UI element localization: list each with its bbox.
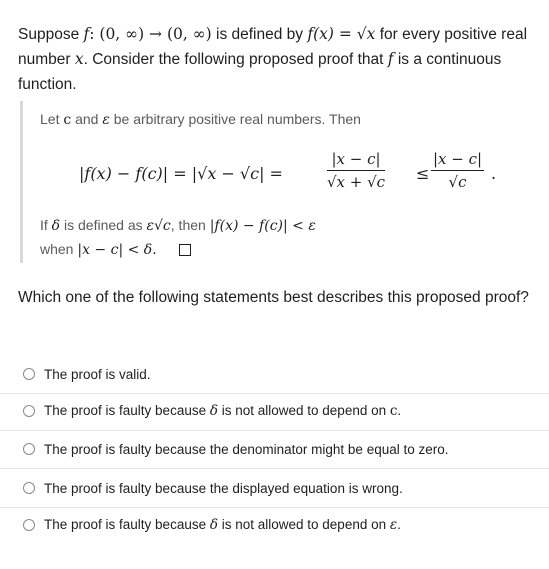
option-delta-depends-on-epsilon[interactable] xyxy=(23,514,401,536)
proof-condition-line: when |x − c| < δ. xyxy=(40,238,191,261)
radio-circle-icon[interactable] xyxy=(23,443,35,455)
option-divider xyxy=(0,507,549,508)
radio-circle-icon[interactable] xyxy=(23,519,35,531)
fraction-1: $\frac{|x - c|}{√x + √c}$ xyxy=(327,150,386,191)
radio-circle-icon[interactable] xyxy=(23,405,35,417)
equation-left-side: |f(x) − f(c)| = |√x − √c| = xyxy=(79,164,283,183)
option-divider xyxy=(0,393,549,394)
displayed-equation xyxy=(59,150,499,202)
option-divider xyxy=(0,468,549,469)
equation-period: . xyxy=(491,164,497,183)
question-text: Which one of the following statements best describes this proposed proof? xyxy=(18,289,529,306)
option-label: The proof is valid. xyxy=(44,366,151,382)
leq-symbol: ≤ xyxy=(416,164,430,183)
option-label: The proof is faulty because the displayed equation is wrong. xyxy=(44,480,403,496)
option-label: The proof is faulty because δ is not allowed to depend on c. xyxy=(44,403,402,419)
option-delta-depends-on-c[interactable] xyxy=(23,400,401,422)
fraction-2: $\frac{|x - c|}{√c}$ xyxy=(433,150,483,191)
problem-statement: Suppose f: (0, ∞) → (0, ∞) is defined by f(x) = √x for every positive real number x. Consider the following proposed proof that f is a continuous function. xyxy=(18,25,528,93)
option-proof-valid[interactable] xyxy=(23,363,151,385)
option-denominator-zero[interactable] xyxy=(23,438,449,460)
qed-box-icon xyxy=(179,244,191,256)
option-divider xyxy=(0,430,549,431)
option-equation-wrong[interactable] xyxy=(23,477,403,499)
proof-opening-line: Let c and ε be arbitrary positive real numbers. Then xyxy=(40,111,361,128)
radio-circle-icon[interactable] xyxy=(23,482,35,494)
radio-circle-icon[interactable] xyxy=(23,368,35,380)
option-label: The proof is faulty because the denominator might be equal to zero. xyxy=(44,441,449,457)
proof-delta-line: If δ is defined as ε√c, then |f(x) − f(c)| < ε xyxy=(40,217,316,234)
option-label: The proof is faulty because δ is not allowed to depend on ε. xyxy=(44,517,401,533)
